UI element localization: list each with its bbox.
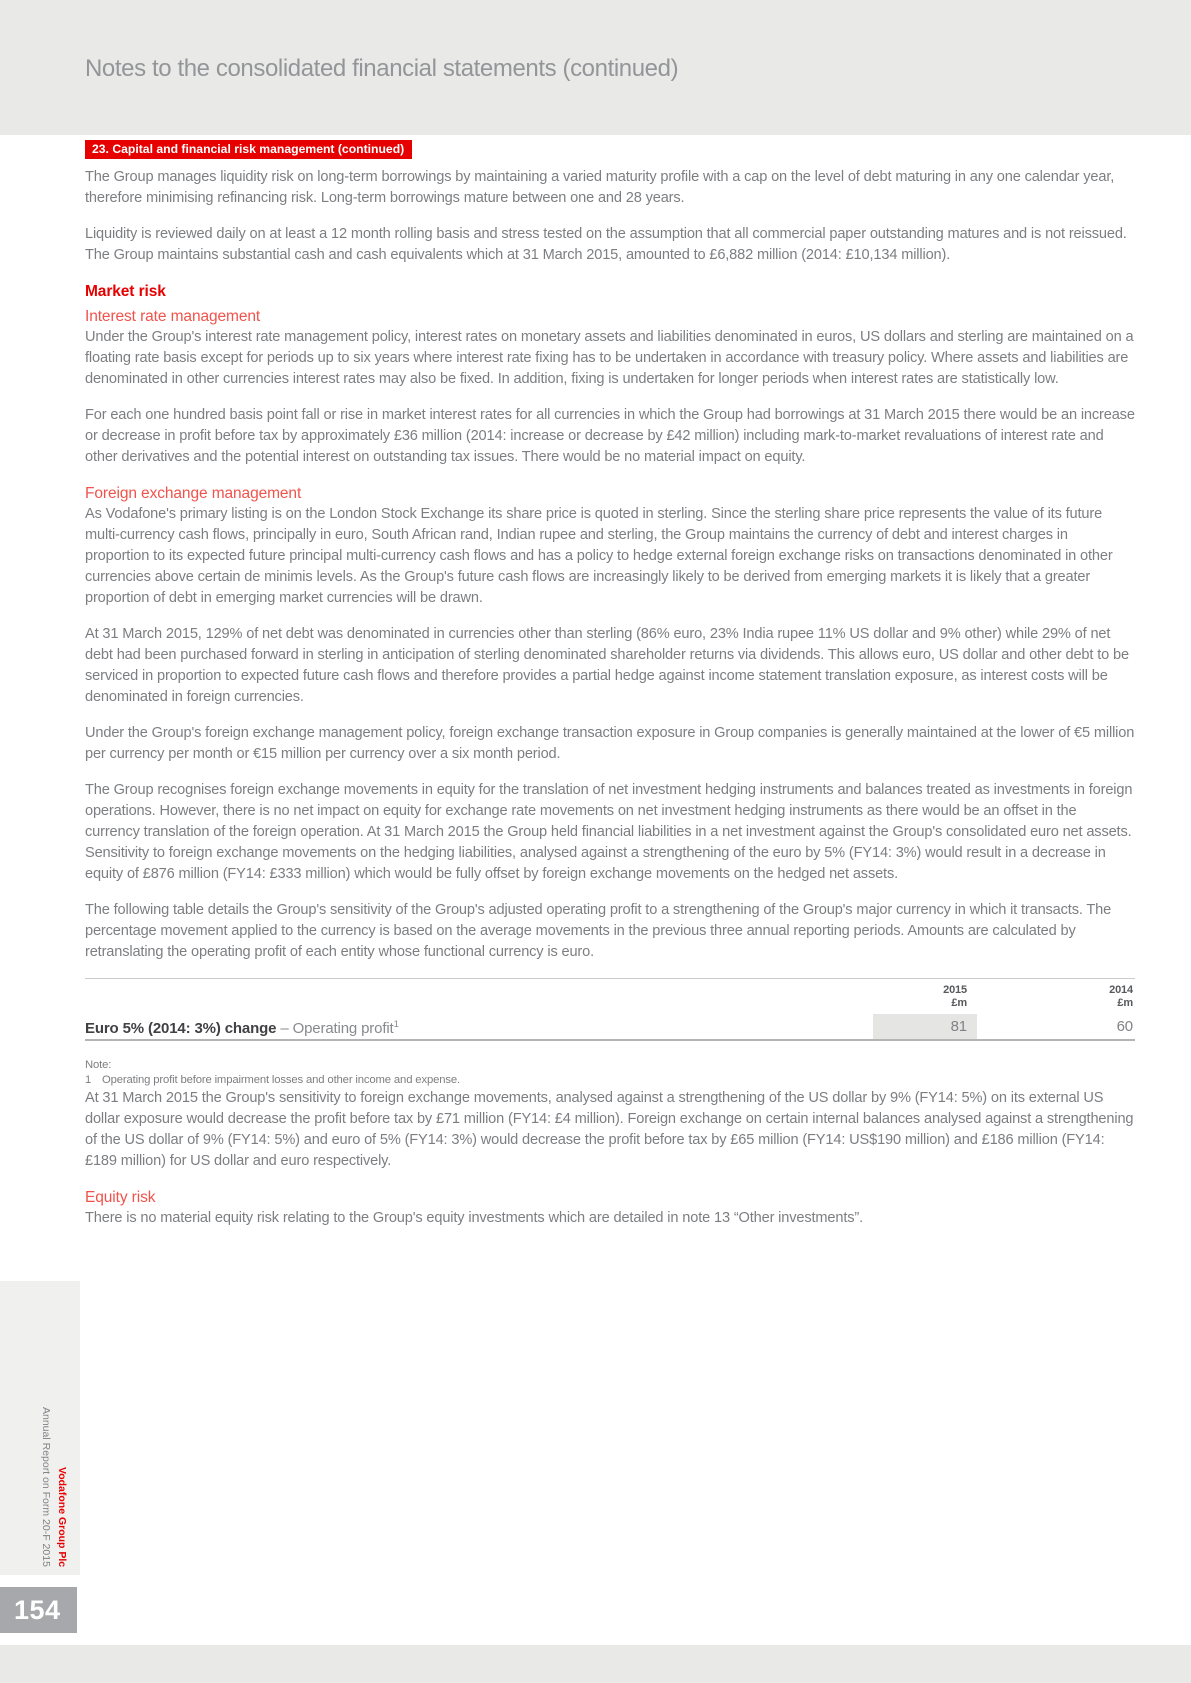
paragraph-post-table: At 31 March 2015 the Group's sensitivity to foreign exchange movements, analysed against a strengthening of the US dollar by 9% (FY14: 5%) on its external US dollar exposure would decrease the profit before tax by £71 million (FY14: £4 million). Foreign exchange on certain internal balances analysed against a strengthening of the US dollar of 9% (FY14: 5%) and euro of 5% (FY14: 3%) would decrease the profit before tax by £65 million (FY14: US$190 million) and £186 million (FY14: £189 million) for US dollar and euro respectively. xyxy=(85,1090,1134,1169)
paragraph-liquidity-1: The Group manages liquidity risk on long-term borrowings by maintaining a varied maturity profile with a cap on the level of debt maturing in any one calendar year, therefore minimising refinancing risk. Long-term borrowings mature between one and 28 years. xyxy=(85,169,1115,206)
sidebar-brand: Vodafone Group Plc xyxy=(56,1466,68,1567)
table-row xyxy=(85,1014,1135,1041)
table-row-label xyxy=(85,1012,873,1041)
section-badge: 23. Capital and financial risk management (continued) xyxy=(85,140,412,159)
paragraph-equity-risk: There is no material equity risk relating to the Group's equity investments which are detailed in note 13 “Other investments”. xyxy=(85,1210,864,1226)
subheading-equity-risk: Equity risk xyxy=(85,1189,156,1206)
note-block xyxy=(85,1058,1135,1088)
page-title: Notes to the consolidated financial statements (continued) xyxy=(85,55,679,82)
sidebar-vertical-text xyxy=(38,1277,70,1567)
column-header-2014-year: 2014 xyxy=(1109,984,1133,996)
paragraph-foreign-exchange-3: Under the Group's foreign exchange management policy, foreign exchange transaction exposure in Group companies is generally maintained at the lower of €5 million per currency per month or €15 million per currency over a six month period. xyxy=(85,725,1135,762)
table-header-spacer xyxy=(85,984,873,1010)
paragraph-foreign-exchange-4: The Group recognises foreign exchange movements in equity for the translation of net investment hedging instruments and balances treated as investments in foreign operations. However, there is no net impact on equity for exchange rate movements on net investment hedging instruments as there would be an offset in the currency translation of the foreign operation. At 31 March 2015 the Group held financial liabilities in a net investment against the Group's consolidated euro net assets. Sensitivity to foreign exchange movements on the hedging liabilities, analysed against a strengthening of the euro by 5% (FY14: 3%) would result in a decrease in equity of £876 million (FY14: £333 million) which would be fully offset by foreign exchange movements on the hedged net assets. xyxy=(85,782,1133,882)
main-content xyxy=(85,139,1135,1244)
column-header-2014 xyxy=(977,984,1135,1010)
column-header-2015-year: 2015 xyxy=(943,984,967,996)
value-2015: 81 xyxy=(873,1014,977,1039)
sensitivity-table xyxy=(85,978,1135,1041)
paragraph-interest-rate-1: Under the Group's interest rate management policy, interest rates on monetary assets and liabilities denominated in euros, US dollars and sterling are maintained on a floating rate basis except for periods up to six years where interest rate fixing has to be undertaken in accordance with treasury policy. Where assets and liabilities are denominated in other currencies interest rates may also be fixed. In addition, fixing is undertaken for longer periods when interest rates are statistically low. xyxy=(85,329,1134,387)
table-header-row xyxy=(85,979,1135,1014)
footer-band xyxy=(0,1645,1191,1683)
subheading-foreign-exchange: Foreign exchange management xyxy=(85,485,302,502)
note-item xyxy=(85,1073,1135,1088)
paragraph-interest-rate-2: For each one hundred basis point fall or rise in market interest rates for all currencies in which the Group had borrowings at 31 March 2015 there would be an increase or decrease in profit before tax by approximately £36 million (2014: increase or decrease by £42 million) including mark-to-market revaluations of interest rate and other derivatives and the potential interest on outstanding tax issues. There would be no material impact on equity. xyxy=(85,407,1135,465)
paragraph-foreign-exchange-2: At 31 March 2015, 129% of net debt was denominated in currencies other than sterling (86% euro, 23% India rupee 11% US dollar and 9% other) while 29% of net debt had been purchased forward in sterling in anticipation of sterling denominated shareholder returns via dividends. This allows euro, US dollar and other debt to be serviced in proportion to expected future cash flows and therefore provides a partial hedge against income statement translation exposure, as interest costs will be denominated in foreign currencies. xyxy=(85,626,1129,705)
note-item-number: 1 xyxy=(85,1074,92,1086)
paragraph-liquidity-2: Liquidity is reviewed daily on at least a 12 month rolling basis and stress tested on the assumption that all commercial paper outstanding matures and is not reissued. The Group maintains substantial cash and cash equivalents which at 31 March 2015, amounted to £6,882 million (2014: £10,134 million). xyxy=(85,226,1127,263)
row-label-bold: Euro 5% (2014: 3%) change xyxy=(85,1020,277,1037)
paragraph-foreign-exchange-1: As Vodafone's primary listing is on the London Stock Exchange its share price is quoted in sterling. Since the sterling share price represents the value of its future multi-currency cash flows, principally in euro, South African rand, Indian rupee and sterling, the Group maintains the currency of debt and interest charges in proportion to its expected future principal multi-currency cash flows and has a policy to hedge external foreign exchange risks on transactions denominated in other currencies above certain de minimis levels. As the Group's future cash flows are increasingly likely to be derived from emerging markets it is likely that a greater proportion of debt in emerging market currencies will be drawn. xyxy=(85,506,1113,606)
paragraph-foreign-exchange-5: The following table details the Group's sensitivity of the Group's adjusted operating profit to a strengthening of the Group's major currency in which it transacts. The percentage movement applied to the currency is based on the average movements in the previous three annual reporting periods. Amounts are calculated by retranslating the operating profit of each entity whose functional currency is euro. xyxy=(85,902,1112,960)
page-number-badge: 154 xyxy=(0,1587,77,1633)
value-2014: 60 xyxy=(1116,1018,1133,1035)
sidebar-report-title: Annual Report on Form 20-F 2015 xyxy=(40,1407,52,1567)
column-header-2015 xyxy=(873,984,977,1010)
note-label: Note: xyxy=(85,1059,112,1071)
row-label-light: – Operating profit$^1$ xyxy=(280,1019,399,1037)
subheading-interest-rate: Interest rate management xyxy=(85,308,261,325)
footnote-ref: 1 xyxy=(393,1019,399,1030)
column-header-2015-unit: £m xyxy=(951,997,967,1009)
note-item-text: Operating profit before impairment losses and other income and expense. xyxy=(102,1074,460,1086)
heading-market-risk: Market risk xyxy=(85,283,166,300)
column-header-2014-unit: £m xyxy=(1117,997,1133,1009)
